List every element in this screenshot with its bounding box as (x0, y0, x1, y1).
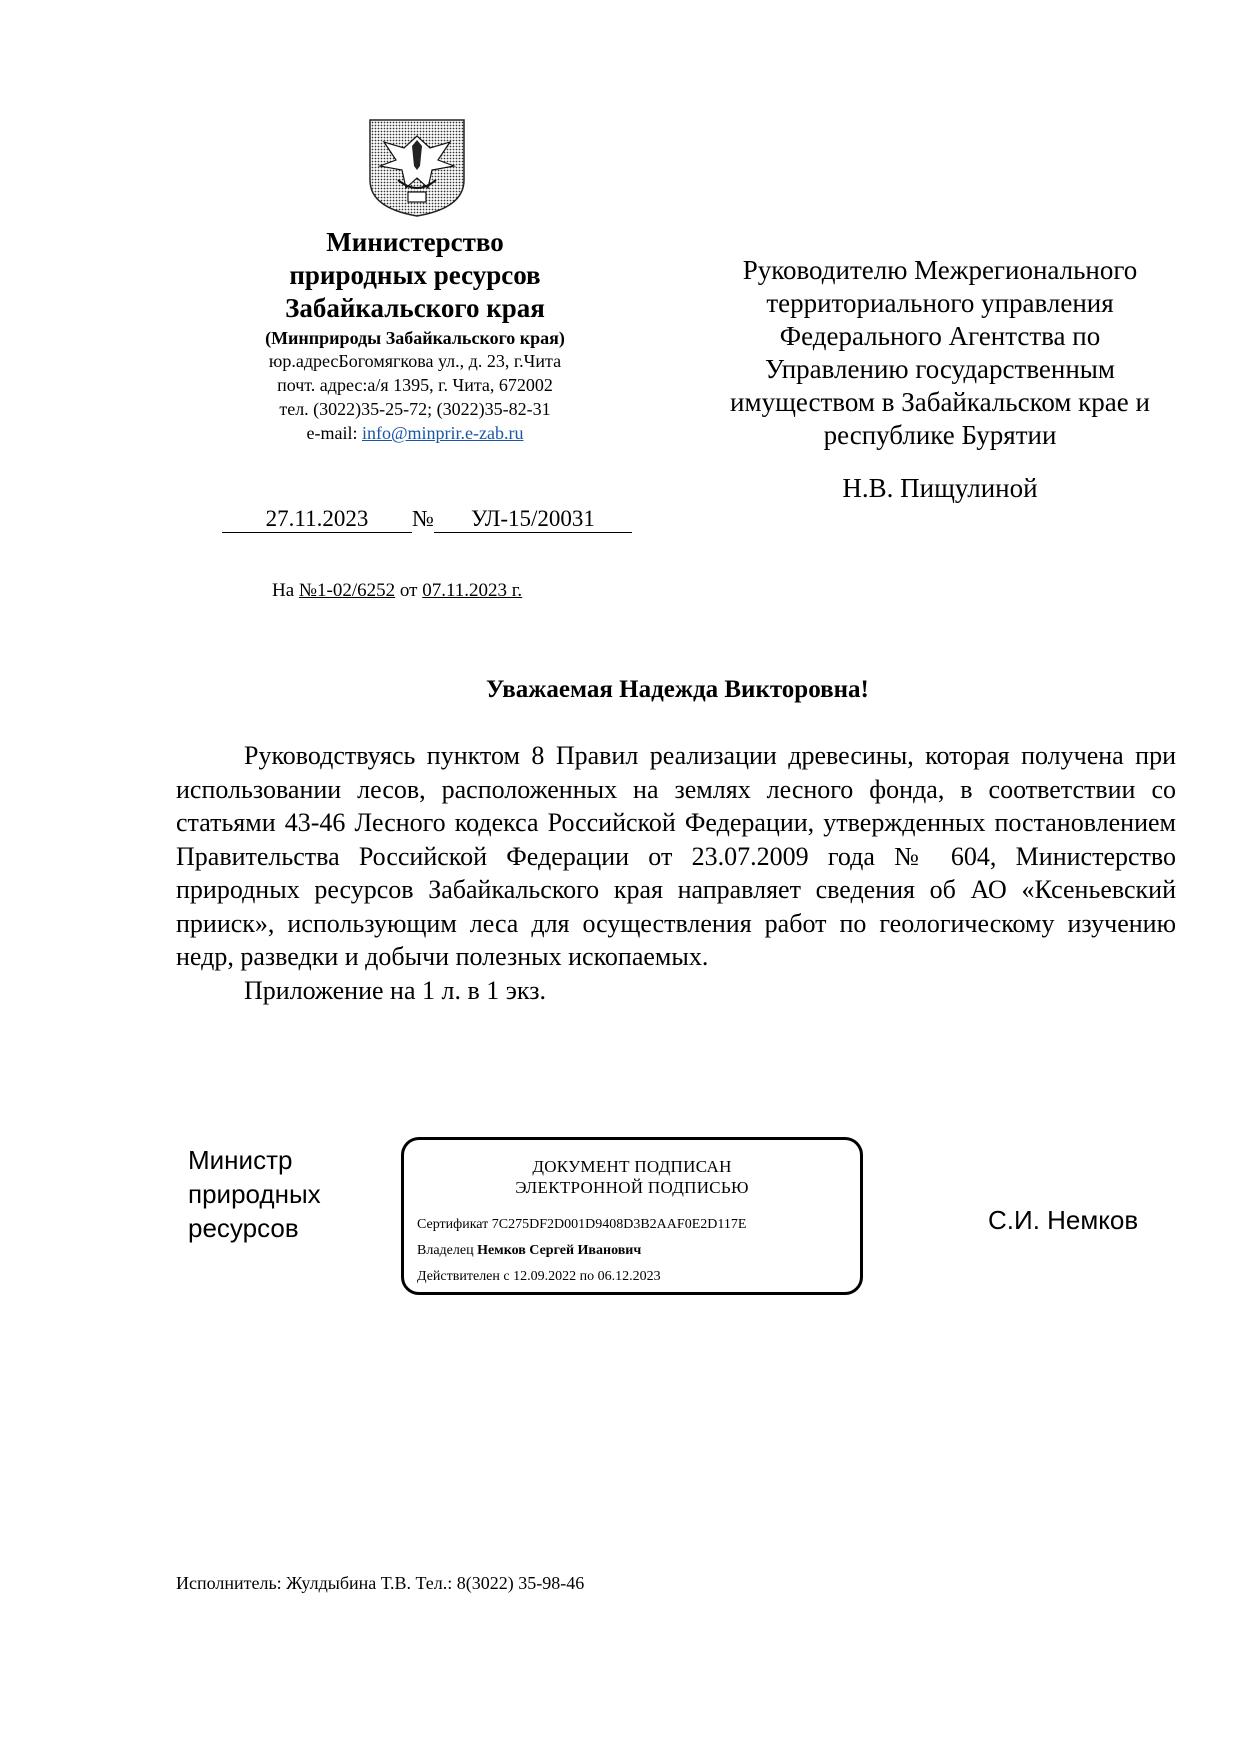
email-line (190, 421, 640, 445)
valid-label: Действителен с (417, 1269, 514, 1284)
executor-line: Исполнитель: Жулдыбина Т.В. Тел.: 8(3022) 35-98-46 (176, 1573, 585, 1593)
legal-address: юр.адресБогомягкова ул., д. 23, г.Чита (268, 351, 562, 371)
registration-line (222, 506, 632, 533)
valid-mid: по (576, 1269, 598, 1284)
valid-to: 06.12.2023 (597, 1269, 661, 1284)
addressee-line: территориального управления (766, 288, 1114, 318)
signatory-name: С.И. Немков (988, 1205, 1139, 1235)
signatory-title-line: ресурсов (188, 1213, 299, 1243)
reply-prefix: На (272, 580, 299, 601)
phones: тел. (3022)35-25-72; (3022)35-82-31 (279, 399, 551, 419)
stamp-certificate (417, 1217, 746, 1233)
coat-of-arms-icon (368, 118, 466, 218)
valid-from: 12.09.2022 (513, 1269, 577, 1284)
number-sign: № (412, 506, 434, 531)
signatory-title-line: Министр (188, 1145, 293, 1175)
org-short-name: (Минприроды Забайкальского края) (265, 328, 565, 348)
sender-block (190, 226, 640, 445)
stamp-validity (417, 1269, 661, 1285)
signatory-title-line: природных (188, 1179, 321, 1209)
stamp-title-line: ЭЛЕКТРОННОЙ ПОДПИСЬЮ (515, 1178, 749, 1197)
reply-middle: от (395, 580, 423, 601)
letter-body (176, 739, 1176, 1007)
reply-reference (272, 580, 522, 602)
org-name-line: природных ресурсов (289, 260, 541, 290)
salutation: Уважаемая Надежда Викторовна! (486, 676, 869, 703)
org-name-line: Министерство (326, 227, 504, 257)
body-paragraph: Руководствуясь пунктом 8 Правил реализации древесины, которая получена при использовании лесов, расположенных на землях лесного фонда, в соответствии со статьями 43-46 Лесного кодекса Российской Федерации, утвержденных постановлением Правительства Российской Федерации от 23.07.2009 года № 604, Министерство природных ресурсов Забайкальского края направляет сведения об АО «Ксеньевский прииск», использующим леса для осуществления работ по геологическому изучению недр, разведки и добычи полезных ископаемых. (176, 741, 1176, 971)
reply-date: 07.11.2023 г. (422, 580, 523, 601)
electronic-signature-stamp (401, 1137, 863, 1295)
stamp-title (404, 1156, 860, 1198)
stamp-title-line: ДОКУМЕНТ ПОДПИСАН (532, 1157, 732, 1176)
attachment-note: Приложение на 1 л. в 1 экз. (244, 975, 546, 1005)
addressee-name: Н.В. Пищулиной (842, 473, 1038, 503)
org-name-line: Забайкальского края (285, 293, 545, 323)
addressee-line: республике Бурятии (823, 420, 1057, 450)
stamp-owner (417, 1243, 641, 1259)
cert-value: 7C275DF2D001D9408D3B2AAF0E2D117E (491, 1217, 747, 1232)
addressee-line: имуществом в Забайкальском крае и (730, 387, 1150, 417)
signatory-title (188, 1143, 388, 1245)
owner-label: Владелец (417, 1243, 478, 1258)
registration-number: УЛ-15/20031 (434, 506, 632, 533)
reply-number: №1-02/6252 (298, 580, 396, 601)
registration-date: 27.11.2023 (222, 506, 412, 533)
email-label: e-mail: (306, 423, 362, 443)
addressee-line: Федерального Агентства по (779, 321, 1101, 351)
owner-value: Немков Сергей Иванович (477, 1243, 642, 1258)
cert-label: Сертификат (417, 1217, 492, 1232)
postal-address: почт. адрес:а/я 1395, г. Чита, 672002 (277, 375, 553, 395)
addressee-block (690, 254, 1190, 505)
addressee-line: Управлению государственным (764, 354, 1116, 384)
addressee-line: Руководителю Межрегионального (742, 255, 1138, 285)
email-link[interactable]: info@minprir.e-zab.ru (361, 423, 524, 443)
